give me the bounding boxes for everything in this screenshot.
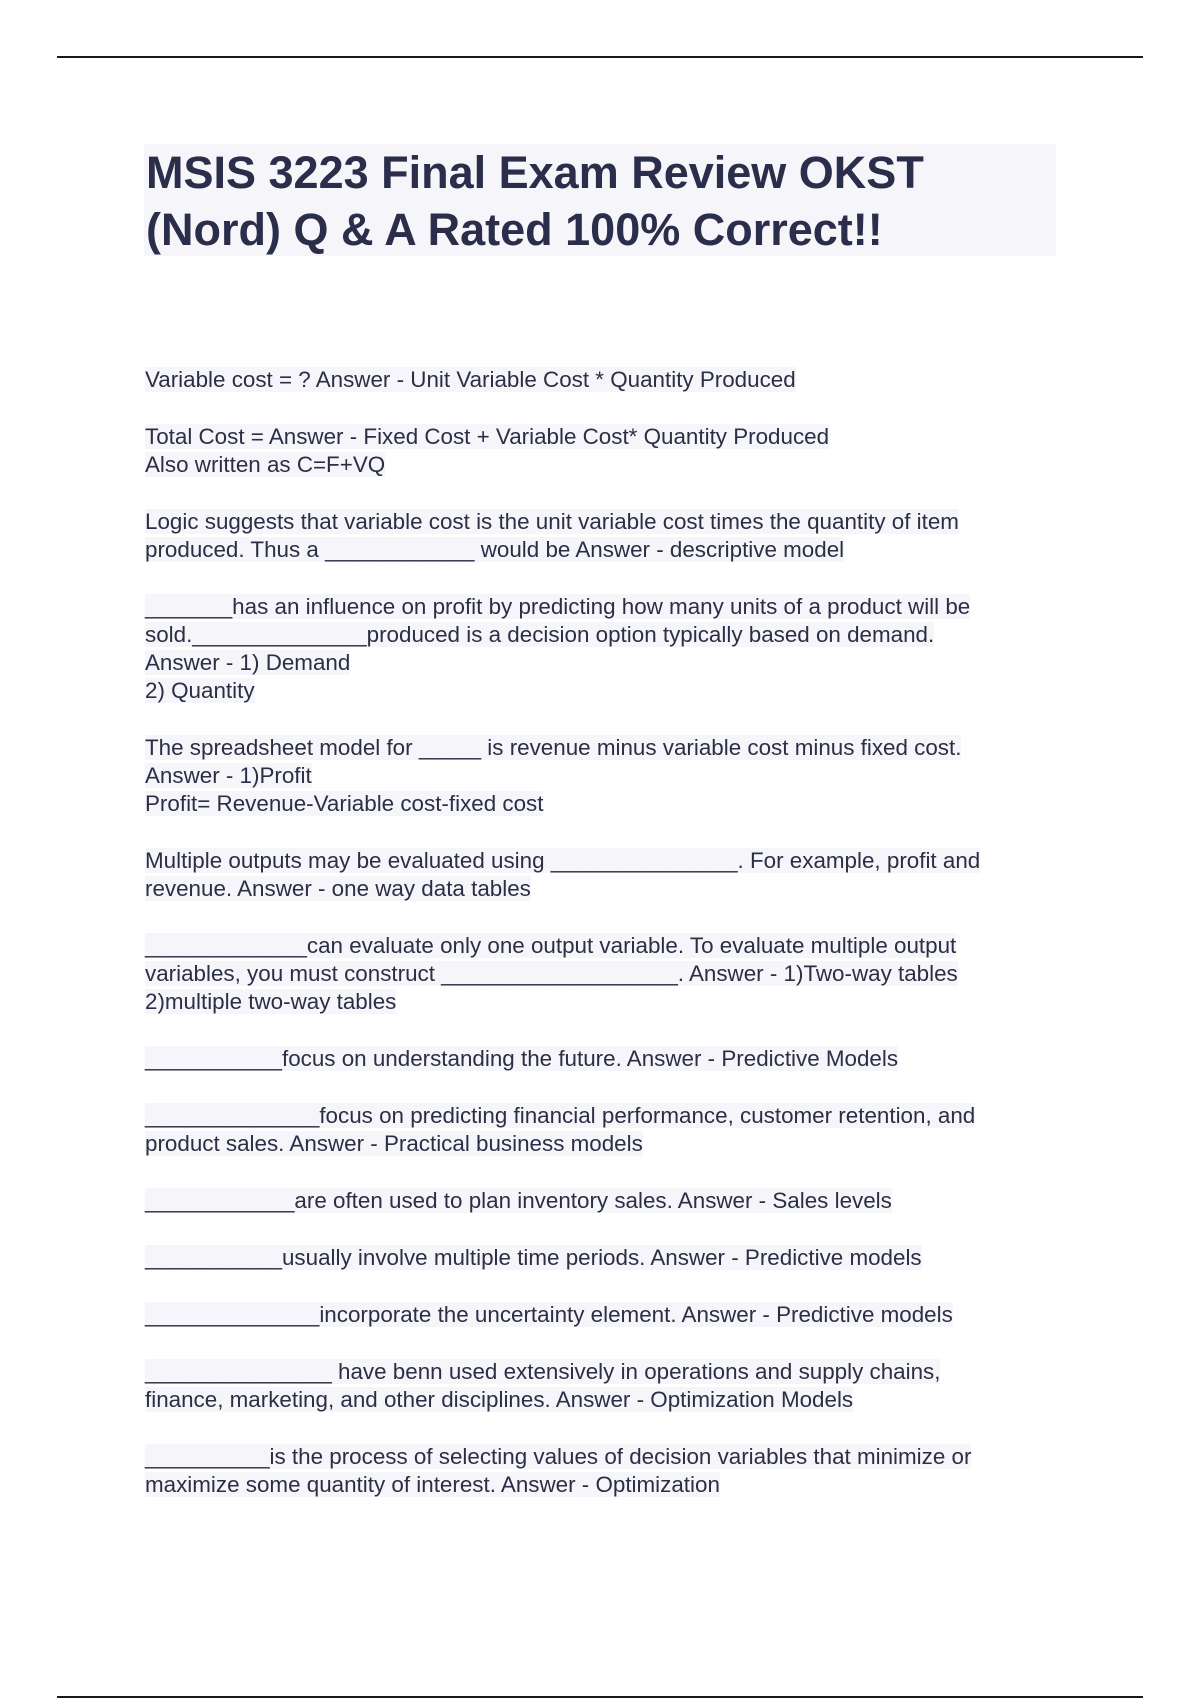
qa-line — [145, 1045, 1065, 1073]
bottom-rule — [57, 1696, 1143, 1698]
qa-line-text: ____________are often used to plan inventory sales. Answer - Sales levels — [145, 1188, 892, 1213]
qa-line — [145, 1130, 1065, 1158]
qa-line — [145, 1102, 1065, 1130]
qa-line — [145, 1443, 1065, 1471]
top-rule — [57, 56, 1143, 58]
qa-line — [145, 451, 1065, 479]
qa-line-text: finance, marketing, and other disciplines. Answer - Optimization Models — [145, 1387, 854, 1412]
qa-line-text: revenue. Answer - one way data tables — [145, 876, 531, 901]
qa-line-text: produced. Thus a ____________ would be Answer - descriptive model — [145, 537, 845, 562]
qa-item — [145, 366, 1065, 394]
qa-item — [145, 1102, 1065, 1158]
qa-item — [145, 1443, 1065, 1499]
qa-item — [145, 932, 1065, 1016]
qa-line — [145, 1187, 1065, 1215]
qa-line-text: variables, you must construct ___________________. Answer - 1)Two-way tables — [145, 961, 958, 986]
qa-item — [145, 847, 1065, 903]
qa-line-text: Variable cost = ? Answer - Unit Variable Cost * Quantity Produced — [145, 367, 796, 392]
qa-line — [145, 621, 1065, 649]
qa-line — [145, 734, 1065, 762]
qa-line — [145, 932, 1065, 960]
qa-line — [145, 790, 1065, 818]
title-line-2: (Nord) Q & A Rated 100% Correct!! — [146, 204, 883, 255]
qa-line-text: Answer - 1) Demand — [145, 650, 351, 675]
qa-line-text: 2)multiple two-way tables — [145, 989, 397, 1014]
qa-item — [145, 734, 1065, 818]
qa-line — [145, 762, 1065, 790]
qa-item — [145, 1301, 1065, 1329]
qa-line-text: ___________focus on understanding the future. Answer - Predictive Models — [145, 1046, 899, 1071]
qa-item — [145, 508, 1065, 564]
qa-line — [145, 593, 1065, 621]
qa-line — [145, 366, 1065, 394]
qa-line-text: 2) Quantity — [145, 678, 255, 703]
qa-line — [145, 423, 1065, 451]
qa-line-text: __________is the process of selecting values of decision variables that minimize or — [145, 1444, 972, 1469]
qa-line-text: Multiple outputs may be evaluated using _______________. For example, profit and — [145, 848, 981, 873]
qa-line-text: Logic suggests that variable cost is the unit variable cost times the quantity of item — [145, 509, 959, 534]
qa-line — [145, 1358, 1065, 1386]
qa-line-text: The spreadsheet model for _____ is revenue minus variable cost minus fixed cost. — [145, 735, 962, 760]
title-block — [144, 144, 1056, 256]
qa-line-text: ___________usually involve multiple time periods. Answer - Predictive models — [145, 1245, 922, 1270]
qa-line-text: Profit= Revenue-Variable cost-fixed cost — [145, 791, 544, 816]
qa-line-text: _______has an influence on profit by predicting how many units of a product will be — [145, 594, 971, 619]
qa-line — [145, 649, 1065, 677]
qa-line — [145, 847, 1065, 875]
qa-line-text: Total Cost = Answer - Fixed Cost + Variable Cost* Quantity Produced — [145, 424, 830, 449]
qa-line — [145, 960, 1065, 988]
qa-item — [145, 1187, 1065, 1215]
qa-line-text: _______________ have benn used extensively in operations and supply chains, — [145, 1359, 941, 1384]
qa-line-text: Also written as C=F+VQ — [145, 452, 386, 477]
qa-item — [145, 593, 1065, 705]
qa-line — [145, 875, 1065, 903]
qa-line — [145, 1471, 1065, 1499]
document-title — [146, 144, 1056, 258]
qa-line-text: ______________incorporate the uncertainty element. Answer - Predictive models — [145, 1302, 953, 1327]
qa-line-text: sold.______________produced is a decision option typically based on demand. — [145, 622, 935, 647]
qa-line-text: maximize some quantity of interest. Answer - Optimization — [145, 1472, 720, 1497]
qa-line — [145, 677, 1065, 705]
qa-line — [145, 536, 1065, 564]
qa-item — [145, 1244, 1065, 1272]
qa-line — [145, 1301, 1065, 1329]
qa-line-text: _____________can evaluate only one output variable. To evaluate multiple output — [145, 933, 957, 958]
qa-list — [145, 366, 1065, 1528]
qa-item — [145, 423, 1065, 479]
qa-line-text: ______________focus on predicting financial performance, customer retention, and — [145, 1103, 976, 1128]
qa-line-text: Answer - 1)Profit — [145, 763, 312, 788]
qa-item — [145, 1358, 1065, 1414]
qa-line — [145, 1244, 1065, 1272]
qa-line — [145, 1386, 1065, 1414]
title-line-1: MSIS 3223 Final Exam Review OKST — [146, 147, 924, 198]
qa-line — [145, 988, 1065, 1016]
qa-item — [145, 1045, 1065, 1073]
qa-line — [145, 508, 1065, 536]
qa-line-text: product sales. Answer - Practical business models — [145, 1131, 643, 1156]
